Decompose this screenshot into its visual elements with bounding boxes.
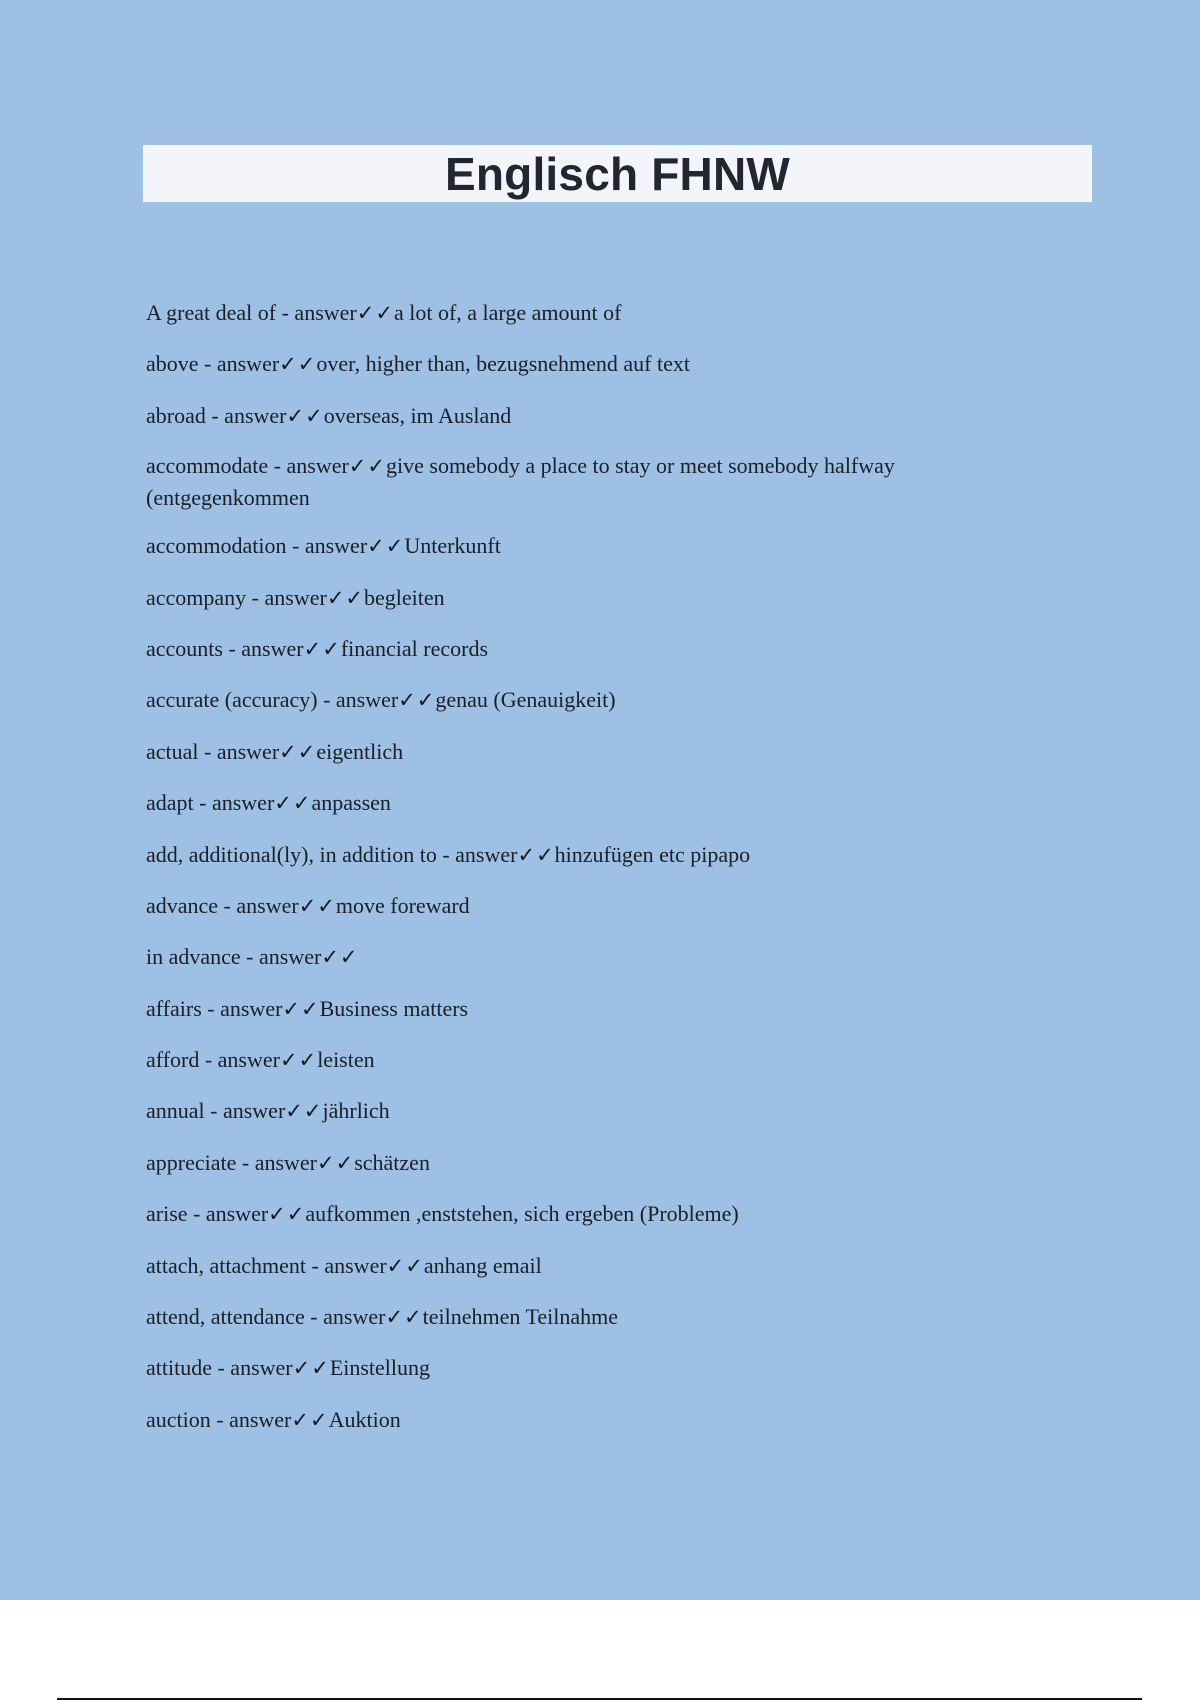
- double-check-icon: ✓✓: [274, 791, 312, 816]
- vocab-entry: [146, 940, 996, 974]
- double-check-icon: ✓✓: [326, 585, 365, 610]
- vocab-entry: [146, 735, 996, 769]
- vocab-definition: financial records: [340, 635, 489, 661]
- vocab-definition: anhang email: [423, 1252, 542, 1278]
- double-check-icon: ✓✓: [279, 739, 317, 764]
- double-check-icon: ✓✓: [291, 1407, 329, 1432]
- vocab-definition: overseas, im Ausland: [323, 402, 512, 428]
- vocab-term: appreciate - answer: [146, 1149, 318, 1175]
- title-banner: [143, 145, 1092, 202]
- vocab-definition: hinzufügen etc pipapo: [554, 841, 751, 867]
- vocab-entry: [146, 1403, 996, 1437]
- double-check-icon: ✓✓: [286, 403, 324, 428]
- double-check-icon: ✓✓: [348, 454, 386, 479]
- vocab-entry: [146, 889, 996, 923]
- double-check-icon: ✓✓: [279, 1048, 318, 1073]
- vocab-definition: teilnehmen Teilnahme: [422, 1304, 619, 1330]
- vocab-definition: Business matters: [319, 995, 469, 1021]
- vocab-definition: Einstellung: [329, 1355, 431, 1381]
- vocab-definition: a lot of, a large amount of: [393, 300, 622, 325]
- vocab-definition: eigentlich: [316, 738, 404, 764]
- vocab-entry: [146, 632, 996, 666]
- vocab-entry: [146, 529, 996, 563]
- vocab-definition: leisten: [317, 1047, 375, 1073]
- vocab-entry: [146, 1043, 996, 1077]
- vocab-term: adapt - answer: [146, 790, 275, 816]
- double-check-icon: ✓✓: [268, 1202, 306, 1227]
- vocab-entry: [146, 450, 996, 514]
- vocab-term: actual - answer: [146, 738, 280, 764]
- vocab-entry: [146, 581, 996, 615]
- vocab-entry: [146, 347, 996, 381]
- vocab-term: attitude - answer: [146, 1355, 293, 1381]
- double-check-icon: ✓✓: [321, 945, 359, 970]
- vocab-entry: [146, 683, 996, 717]
- vocab-entry: [146, 296, 996, 330]
- vocab-term: A great deal of - answer: [146, 300, 357, 325]
- vocab-definition: Unterkunft: [404, 533, 501, 559]
- vocab-term: add, additional(ly), in addition to - answer: [146, 841, 518, 867]
- vocab-term: in advance - answer: [146, 944, 322, 970]
- double-check-icon: ✓✓: [398, 688, 436, 713]
- double-check-icon: ✓✓: [517, 842, 555, 867]
- vocab-term: attend, attendance - answer: [146, 1304, 386, 1330]
- vocab-entry: [146, 992, 996, 1026]
- vocab-entry: [146, 1351, 996, 1385]
- double-check-icon: ✓✓: [279, 352, 317, 377]
- vocab-term: accommodation - answer: [146, 533, 368, 559]
- vocab-term: annual - answer: [146, 1098, 286, 1124]
- double-check-icon: ✓✓: [298, 893, 336, 918]
- vocab-entry: [146, 1094, 996, 1128]
- double-check-icon: ✓✓: [303, 636, 341, 661]
- vocab-definition: aufkommen ,enststehen, sich ergeben (Probleme): [305, 1201, 739, 1227]
- vocab-definition: move foreward: [335, 892, 470, 918]
- vocab-definition: schätzen: [354, 1149, 430, 1175]
- double-check-icon: ✓✓: [385, 1305, 423, 1330]
- double-check-icon: ✓✓: [292, 1356, 330, 1381]
- vocab-term: arise - answer: [146, 1201, 269, 1227]
- vocab-entry: [146, 1300, 996, 1334]
- double-check-icon: ✓✓: [367, 534, 405, 559]
- vocab-entry: [146, 786, 996, 820]
- vocab-definition: over, higher than, bezugsnehmend auf text: [316, 351, 690, 377]
- vocab-term: accompany - answer: [146, 584, 327, 610]
- vocab-term: auction - answer: [146, 1406, 292, 1432]
- vocab-definition: begleiten: [364, 584, 445, 610]
- vocab-definition: jährlich: [322, 1098, 390, 1124]
- double-check-icon: ✓✓: [282, 996, 320, 1021]
- vocab-definition: anpassen: [311, 790, 391, 816]
- vocab-entry: [146, 1146, 996, 1180]
- vocab-term: accounts - answer: [146, 635, 304, 661]
- vocab-entry: [146, 838, 996, 872]
- vocab-entry: [146, 1249, 996, 1283]
- vocab-definition: give somebody a place to stay or meet somebody halfway (entgegenkommen: [146, 453, 895, 511]
- double-check-icon: ✓✓: [317, 1150, 355, 1175]
- vocab-term: accurate (accuracy) - answer: [146, 687, 399, 713]
- document-title: Englisch FHNW: [444, 147, 791, 200]
- vocab-term: accommodate - answer: [146, 453, 349, 479]
- vocab-term: abroad - answer: [146, 402, 287, 428]
- vocab-term: above - answer: [146, 351, 280, 377]
- double-check-icon: ✓✓: [356, 301, 394, 325]
- vocabulary-list: [146, 296, 996, 1454]
- vocab-entry: [146, 399, 996, 433]
- vocab-term: attach, attachment - answer: [146, 1252, 387, 1278]
- vocab-definition: genau (Genauigkeit): [435, 687, 616, 713]
- vocab-term: affairs - answer: [146, 995, 283, 1021]
- vocab-term: advance - answer: [146, 892, 299, 918]
- double-check-icon: ✓✓: [285, 1099, 323, 1124]
- vocab-entry: [146, 1197, 996, 1231]
- vocab-term: afford - answer: [146, 1047, 280, 1073]
- vocab-definition: Auktion: [328, 1406, 401, 1432]
- double-check-icon: ✓✓: [386, 1253, 424, 1278]
